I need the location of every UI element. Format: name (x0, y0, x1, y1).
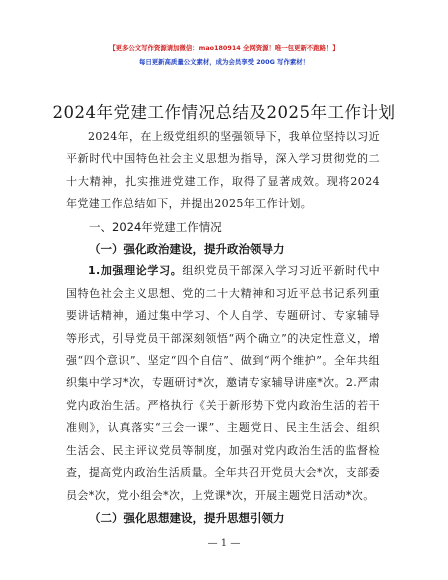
document-body (66, 126, 380, 529)
promo-line-1: 【更多公文写作资源请加微信：mao180914 全网资源！唯一包更新不跑路！】 (109, 44, 339, 52)
paragraph-1-lead: 1.加强理论学习。 (88, 264, 183, 278)
promo-line-2: 每日更新高质量公文素材，成为会员享受 200G 写作素材！ (138, 58, 310, 66)
paragraph-1-body: 组织党员干部深入学习习近平新时代中国特色社会主义思想、党的二十大精神和习近平总书记系列重要讲话精神，通过集中学习、个人自学、专题研讨、专家辅导等形式，引导党员干部深刻领悟“两个确立”的决定性意义，增强“四个意识”、坚定“四个自信”、做到“两个维护”。全年共组织集中学习*次，专题研讨*次，邀请专家辅导讲座*次。2.严肃党内政治生活。严格执行《关于新形势下党内政治生活的若干准则》，认真落实“三会一课”、主题党日、民主生活会、组织生活会、民主评议党员等制度，加强对党内政治生活的监督检查，提高党内政治生活质量。全年共召开党员大会*次，支部委员会*次，党小组会*次，上党课*次，开展主题党日活动*次。 (66, 264, 380, 502)
subsection-heading-1: （一）强化政治建设，提升政治领导力 (89, 242, 285, 257)
document-title: 2024年党建工作情况总结及2025年工作计划 (52, 103, 396, 122)
paragraph-1 (66, 260, 380, 506)
intro-paragraph: 2024年，在上级党组织的坚强领导下，我单位坚持以习近平新时代中国特色社会主义思想为指导，深入学习贯彻党的二十大精神，扎实推进党建工作，取得了显著成效。现将2024年党建工作总结如下，并提出2025年工作计划。 (66, 130, 380, 211)
page-number: — 1 — (207, 538, 241, 549)
promo-banner (0, 44, 448, 67)
subsection-heading-2: （二）强化思想建设，提升思想引领力 (89, 510, 285, 525)
section-heading-1: 一、2024年党建工作情况 (89, 219, 222, 234)
